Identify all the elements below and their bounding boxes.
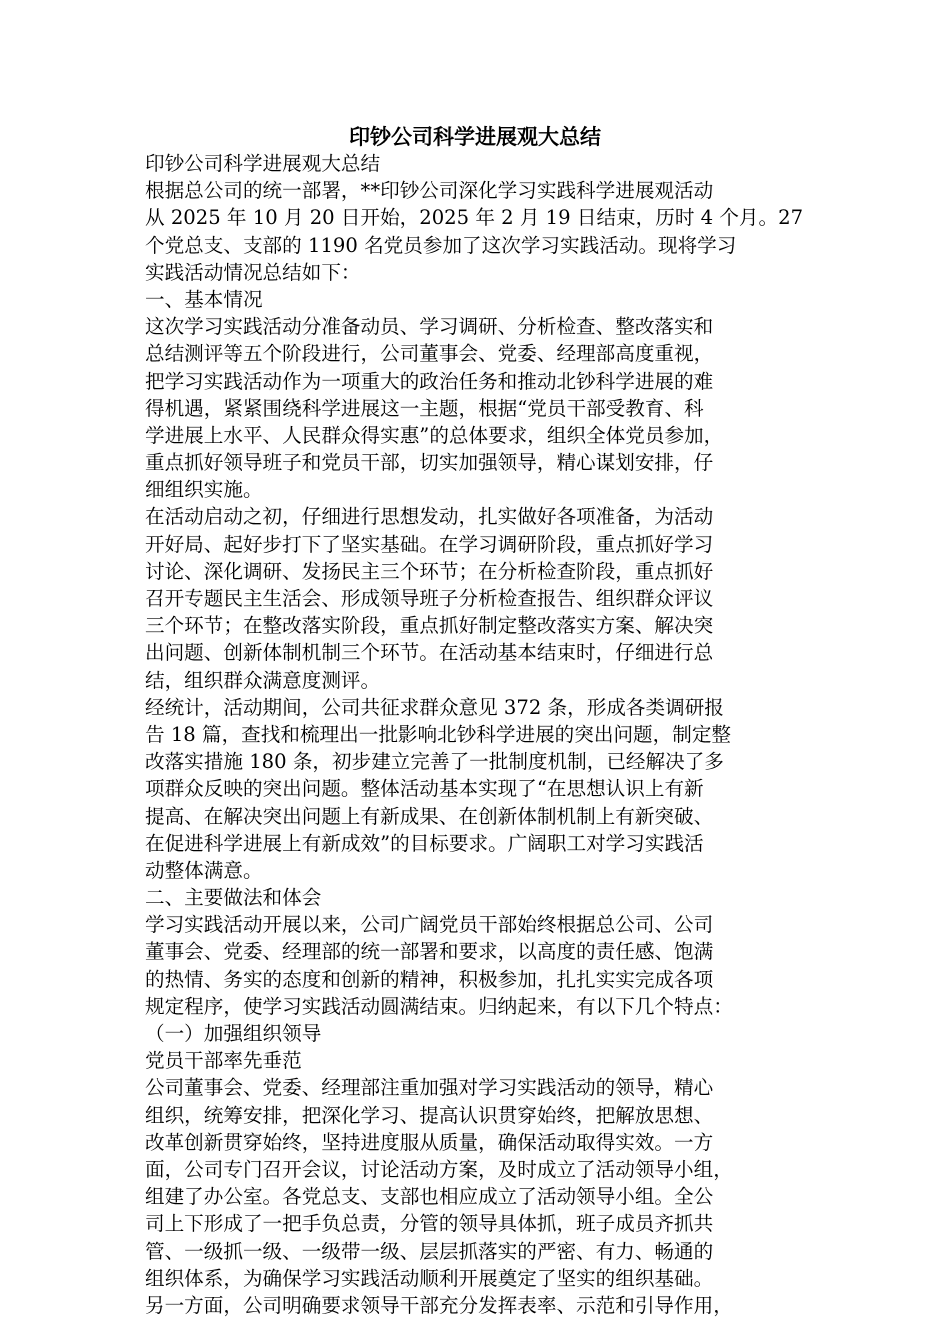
document-line: 经统计，活动期间，公司共征求群众意见 372 条，形成各类调研报	[145, 695, 724, 719]
document-line: 组织体系，为确保学习实践活动顺利开展奠定了坚实的组织基础。	[145, 1266, 714, 1290]
document-line: 改革创新贯穿始终，坚持进度服从质量，确保活动取得实效。一方	[145, 1130, 714, 1154]
document-line: 学进展上水平、人民群众得实惠”的总体要求，组织全体党员参加，	[145, 423, 724, 447]
document-line: 司上下形成了一把手负总责，分管的领导具体抓，班子成员齐抓共	[145, 1212, 714, 1236]
document-line: 组织，统筹安排，把深化学习、提高认识贯穿始终，把解放思想、	[145, 1103, 714, 1127]
document-line: 实践活动情况总结如下：	[145, 260, 361, 284]
document-line: 告 18 篇，查找和梳理出一批影响北钞科学进展的突出问题，制定整	[145, 722, 732, 746]
document-line: 学习实践活动开展以来，公司广阔党员干部始终根据总公司、公司	[145, 913, 714, 937]
document-line: 公司董事会、党委、经理部注重加强对学习实践活动的领导，精心	[145, 1076, 714, 1100]
document-line: 讨论、深化调研、发扬民主三个环节；在分析检查阶段，重点抓好	[145, 559, 714, 583]
document-line: 召开专题民主生活会、形成领导班子分析检查报告、组织群众评议	[145, 587, 714, 610]
document-title: 印钞公司科学进展观大总结	[349, 125, 601, 149]
document-line: 从 2025 年 10 月 20 日开始，2025 年 2 月 19 日结束，历时 4 个月。27	[145, 206, 804, 230]
document-line: 根据总公司的统一部署，**印钞公司深化学习实践科学进展观活动	[145, 179, 714, 203]
document-line: 总结测评等五个阶段进行，公司董事会、党委、经理部高度重视，	[145, 342, 714, 366]
document-line: 得机遇，紧紧围绕科学进展这一主题，根据“党员干部受教育、科	[145, 396, 704, 420]
document-body	[145, 150, 805, 1319]
document-line: 管、一级抓一级、一级带一级、层层抓落实的严密、有力、畅通的	[145, 1239, 714, 1263]
document-line: 重点抓好领导班子和党员干部，切实加强领导，精心谋划安排，仔	[145, 451, 714, 475]
document-line: 动整体满意。	[145, 858, 263, 882]
document-line: （一）加强组织领导	[145, 1022, 322, 1045]
document-line: 印钞公司科学进展观大总结	[145, 152, 381, 175]
document-line: 细组织实施。	[145, 478, 263, 502]
document-line: 结，组织群众满意度测评。	[145, 668, 381, 692]
document-line: 这次学习实践活动分准备动员、学习调研、分析检查、整改落实和	[145, 315, 714, 339]
document-line: 面，公司专门召开会议，讨论活动方案，及时成立了活动领导小组，	[145, 1157, 733, 1181]
document-line: 开好局、起好步打下了坚实基础。在学习调研阶段，重点抓好学习	[145, 532, 714, 556]
document-line: 党员干部率先垂范	[145, 1049, 302, 1073]
document-line: 个党总支、支部的 1190 名党员参加了这次学习实践活动。现将学习	[145, 233, 737, 257]
document-line: 董事会、党委、经理部的统一部署和要求，以高度的责任感、饱满	[145, 940, 714, 964]
document-line: 另一方面，公司明确要求领导干部充分发挥表率、示范和引导作用，	[145, 1293, 733, 1317]
document-line: 在促进科学进展上有新成效”的目标要求。广阔职工对学习实践活	[145, 831, 704, 855]
document-line: 改落实措施 180 条，初步建立完善了一批制度机制，已经解决了多	[145, 750, 724, 774]
document-line: 一、基本情况	[145, 287, 263, 311]
document-line: 项群众反映的突出问题。整体活动基本实现了“在思想认识上有新	[145, 777, 704, 801]
document-line: 组建了办公室。各党总支、支部也相应成立了活动领导小组。全公	[145, 1185, 714, 1209]
document-line: 出问题、创新体制机制三个环节。在活动基本结束时，仔细进行总	[145, 641, 714, 665]
document-line: 规定程序，使学习实践活动圆满结束。归纳起来，有以下几个特点：	[145, 994, 733, 1018]
document-line: 提高、在解决突出问题上有新成果、在创新体制机制上有新突破、	[145, 804, 714, 828]
document-line: 的热情、务实的态度和创新的精神，积极参加，扎扎实实完成各项	[145, 967, 714, 991]
document-line: 把学习实践活动作为一项重大的政治任务和推动北钞科学进展的难	[145, 369, 714, 393]
document-line: 在活动启动之初，仔细进行思想发动，扎实做好各项准备，为活动	[145, 505, 714, 529]
document-line: 二、主要做法和体会	[145, 886, 322, 910]
document-line: 三个环节；在整改落实阶段，重点抓好制定整改落实方案、解决突	[145, 614, 714, 638]
